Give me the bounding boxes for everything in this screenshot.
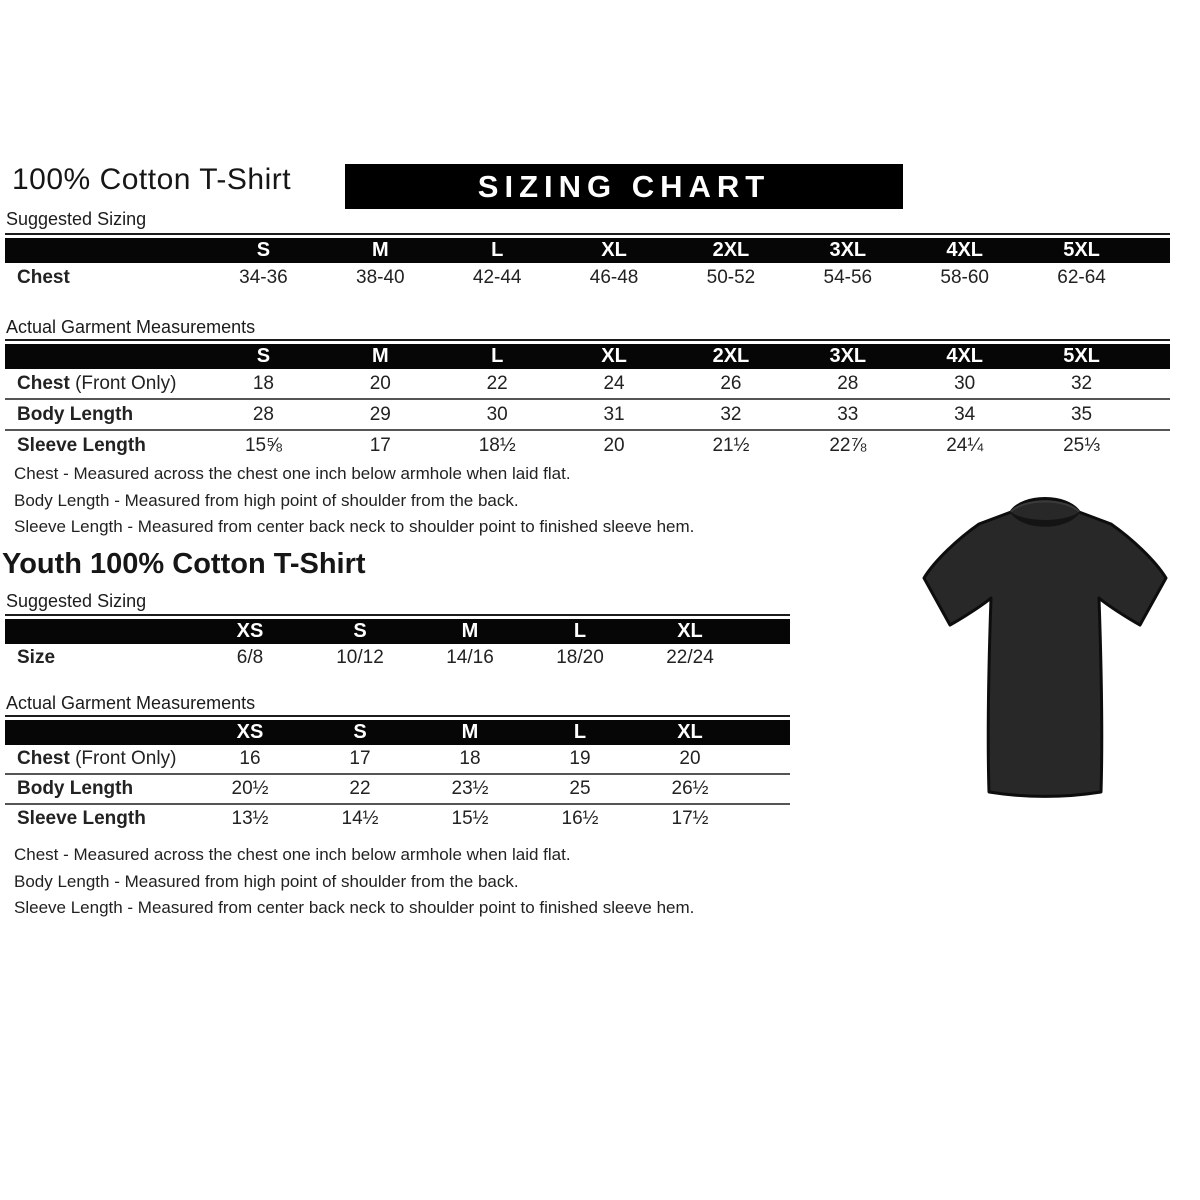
adult-suggested-sizing-table <box>5 233 1170 292</box>
size-column-header: M <box>371 345 389 367</box>
black-tshirt-image <box>893 478 1198 808</box>
row-label-cell <box>5 778 195 800</box>
size-column-header: 4XL <box>946 239 984 261</box>
measurement-value: 20½ <box>231 778 269 799</box>
youth-measurement-notes <box>14 842 694 922</box>
size-column-header: 3XL <box>829 239 867 261</box>
measurement-value: 14½ <box>341 808 379 829</box>
size-column-header: 3XL <box>829 345 867 367</box>
measurement-value: 22 <box>486 372 508 394</box>
size-column-header: S <box>353 620 367 642</box>
measurement-value: 18½ <box>478 434 516 456</box>
size-table-header-row <box>5 344 1170 369</box>
measurement-value: 22/24 <box>666 647 714 668</box>
row-label-cell <box>5 267 205 289</box>
measurement-value: 50-52 <box>706 266 756 288</box>
size-column-header: 2XL <box>712 345 750 367</box>
size-column-header: L <box>573 620 587 642</box>
adult-suggested-sizing-label: Suggested Sizing <box>6 209 147 229</box>
row-label-suffix: (Front Only) <box>69 372 177 394</box>
size-column-header: S <box>353 721 367 743</box>
size-column-header: XL <box>677 620 703 642</box>
row-label-text: Sleeve Length <box>17 808 146 829</box>
measurement-value: 32 <box>1070 372 1093 394</box>
size-column-header: L <box>491 345 504 367</box>
measurement-value: 17 <box>369 434 391 456</box>
row-label-cell <box>5 373 205 395</box>
measurement-value: 18 <box>252 372 274 394</box>
measurement-value: 20 <box>369 372 391 394</box>
measurement-row <box>5 803 790 833</box>
size-column-header: L <box>491 239 504 261</box>
row-label-cell <box>5 647 195 669</box>
measurement-value: 42-44 <box>472 266 522 288</box>
measurement-value: 14/16 <box>446 647 494 668</box>
tshirt-body-shape <box>924 499 1166 797</box>
measurement-value: 38-40 <box>356 266 405 288</box>
measurement-row <box>5 369 1170 398</box>
measurement-value: 17½ <box>671 808 709 829</box>
measurement-value: 28 <box>837 372 859 394</box>
measurement-note-line: Sleeve Length - Measured from center back neck to shoulder point to finished sleeve hem. <box>14 517 695 536</box>
row-label-cell <box>5 435 205 457</box>
size-column-header: M <box>371 239 389 261</box>
size-table-header-row <box>5 619 790 644</box>
adult-actual-measurements-table <box>5 339 1170 460</box>
measurement-value: 30 <box>486 403 508 425</box>
youth-actual-measurements-label: Actual Garment Measurements <box>6 693 256 713</box>
measurement-value: 6/8 <box>236 647 264 668</box>
size-column-header: XL <box>601 239 627 261</box>
measurement-row <box>5 398 1170 429</box>
size-column-header: XS <box>236 620 264 642</box>
measurement-value: 16 <box>239 748 261 769</box>
sizing-chart-banner: SIZING CHART <box>345 164 903 209</box>
measurement-value: 10/12 <box>336 647 384 668</box>
size-column-header: 2XL <box>712 239 750 261</box>
size-column-header: M <box>461 620 479 642</box>
measurement-value: 31 <box>603 403 625 425</box>
row-label-cell <box>5 808 195 830</box>
size-column-header: XL <box>601 345 627 367</box>
measurement-value: 19 <box>569 748 591 769</box>
size-column-header: 4XL <box>946 345 984 367</box>
youth-section-title: Youth 100% Cotton T-Shirt <box>2 548 366 580</box>
measurement-value: 20 <box>679 748 701 769</box>
measurement-note-line: Chest - Measured across the chest one inch below armhole when laid flat. <box>14 464 571 483</box>
measurement-value: 26½ <box>671 778 709 799</box>
measurement-note-line: Body Length - Measured from high point of shoulder from the back. <box>14 490 519 510</box>
measurement-row <box>5 773 790 803</box>
adult-section-title: 100% Cotton T-Shirt <box>12 163 292 196</box>
adult-measurement-notes <box>14 461 694 541</box>
measurement-value: 22⅞ <box>829 434 867 456</box>
measurement-row <box>5 429 1170 460</box>
measurement-value: 34 <box>954 403 976 425</box>
size-column-header: S <box>256 345 271 367</box>
measurement-row <box>5 644 790 672</box>
measurement-value: 30 <box>954 372 976 394</box>
size-column-header: 5XL <box>1063 345 1100 367</box>
measurement-value: 15½ <box>451 808 489 829</box>
size-table-header-row <box>5 238 1170 263</box>
measurement-value: 33 <box>837 403 859 425</box>
measurement-value: 25⅓ <box>1063 434 1101 456</box>
measurement-value: 34-36 <box>239 266 288 288</box>
size-column-header: XS <box>236 721 264 743</box>
adult-actual-measurements-label: Actual Garment Measurements <box>6 317 256 337</box>
youth-actual-measurements-table <box>5 715 790 833</box>
tshirt-illustration <box>893 478 1198 808</box>
row-label-text: Chest <box>17 266 70 288</box>
row-label-text: Body Length <box>17 403 134 425</box>
row-label-text: Body Length <box>17 778 134 799</box>
youth-suggested-sizing-label: Suggested Sizing <box>6 591 147 611</box>
measurement-value: 35 <box>1070 403 1093 425</box>
measurement-value: 58-60 <box>940 266 989 288</box>
measurement-value: 26 <box>720 372 742 394</box>
measurement-value: 32 <box>720 403 742 425</box>
measurement-value: 54-56 <box>823 266 873 288</box>
measurement-value: 18/20 <box>556 647 604 668</box>
size-table-header-row <box>5 720 790 745</box>
size-column-header: S <box>256 239 271 261</box>
size-column-header: 5XL <box>1063 239 1100 261</box>
measurement-value: 24¼ <box>946 434 984 456</box>
measurement-value: 15⅝ <box>244 434 282 456</box>
row-label-text: Chest <box>17 748 70 769</box>
measurement-note-line: Chest - Measured across the chest one inch below armhole when laid flat. <box>14 845 571 864</box>
row-label-cell <box>5 748 195 770</box>
measurement-value: 18 <box>459 748 481 769</box>
measurement-value: 24 <box>603 372 625 394</box>
measurement-value: 28 <box>252 403 274 425</box>
row-label-text: Size <box>17 647 56 668</box>
row-label-text: Chest <box>17 372 70 394</box>
measurement-value: 13½ <box>231 808 269 829</box>
measurement-value: 20 <box>603 434 625 456</box>
measurement-row <box>5 745 790 773</box>
measurement-note-line: Body Length - Measured from high point of shoulder from the back. <box>14 871 519 891</box>
measurement-value: 62-64 <box>1057 266 1106 288</box>
measurement-value: 17 <box>349 748 371 769</box>
size-column-header: XL <box>677 721 703 743</box>
measurement-note-line: Sleeve Length - Measured from center back neck to shoulder point to finished sleeve hem. <box>14 898 695 917</box>
size-column-header: M <box>461 721 479 743</box>
row-label-suffix: (Front Only) <box>69 748 177 769</box>
measurement-value: 46-48 <box>589 266 639 288</box>
row-label-cell <box>5 404 205 426</box>
measurement-row <box>5 263 1170 292</box>
measurement-value: 29 <box>369 403 391 425</box>
row-label-text: Sleeve Length <box>17 434 146 456</box>
measurement-value: 21½ <box>712 434 750 456</box>
youth-suggested-sizing-table <box>5 614 790 672</box>
measurement-value: 23½ <box>451 778 489 799</box>
measurement-value: 16½ <box>561 808 599 829</box>
size-column-header: L <box>573 721 587 743</box>
measurement-value: 25 <box>569 778 591 799</box>
measurement-value: 22 <box>349 778 371 799</box>
